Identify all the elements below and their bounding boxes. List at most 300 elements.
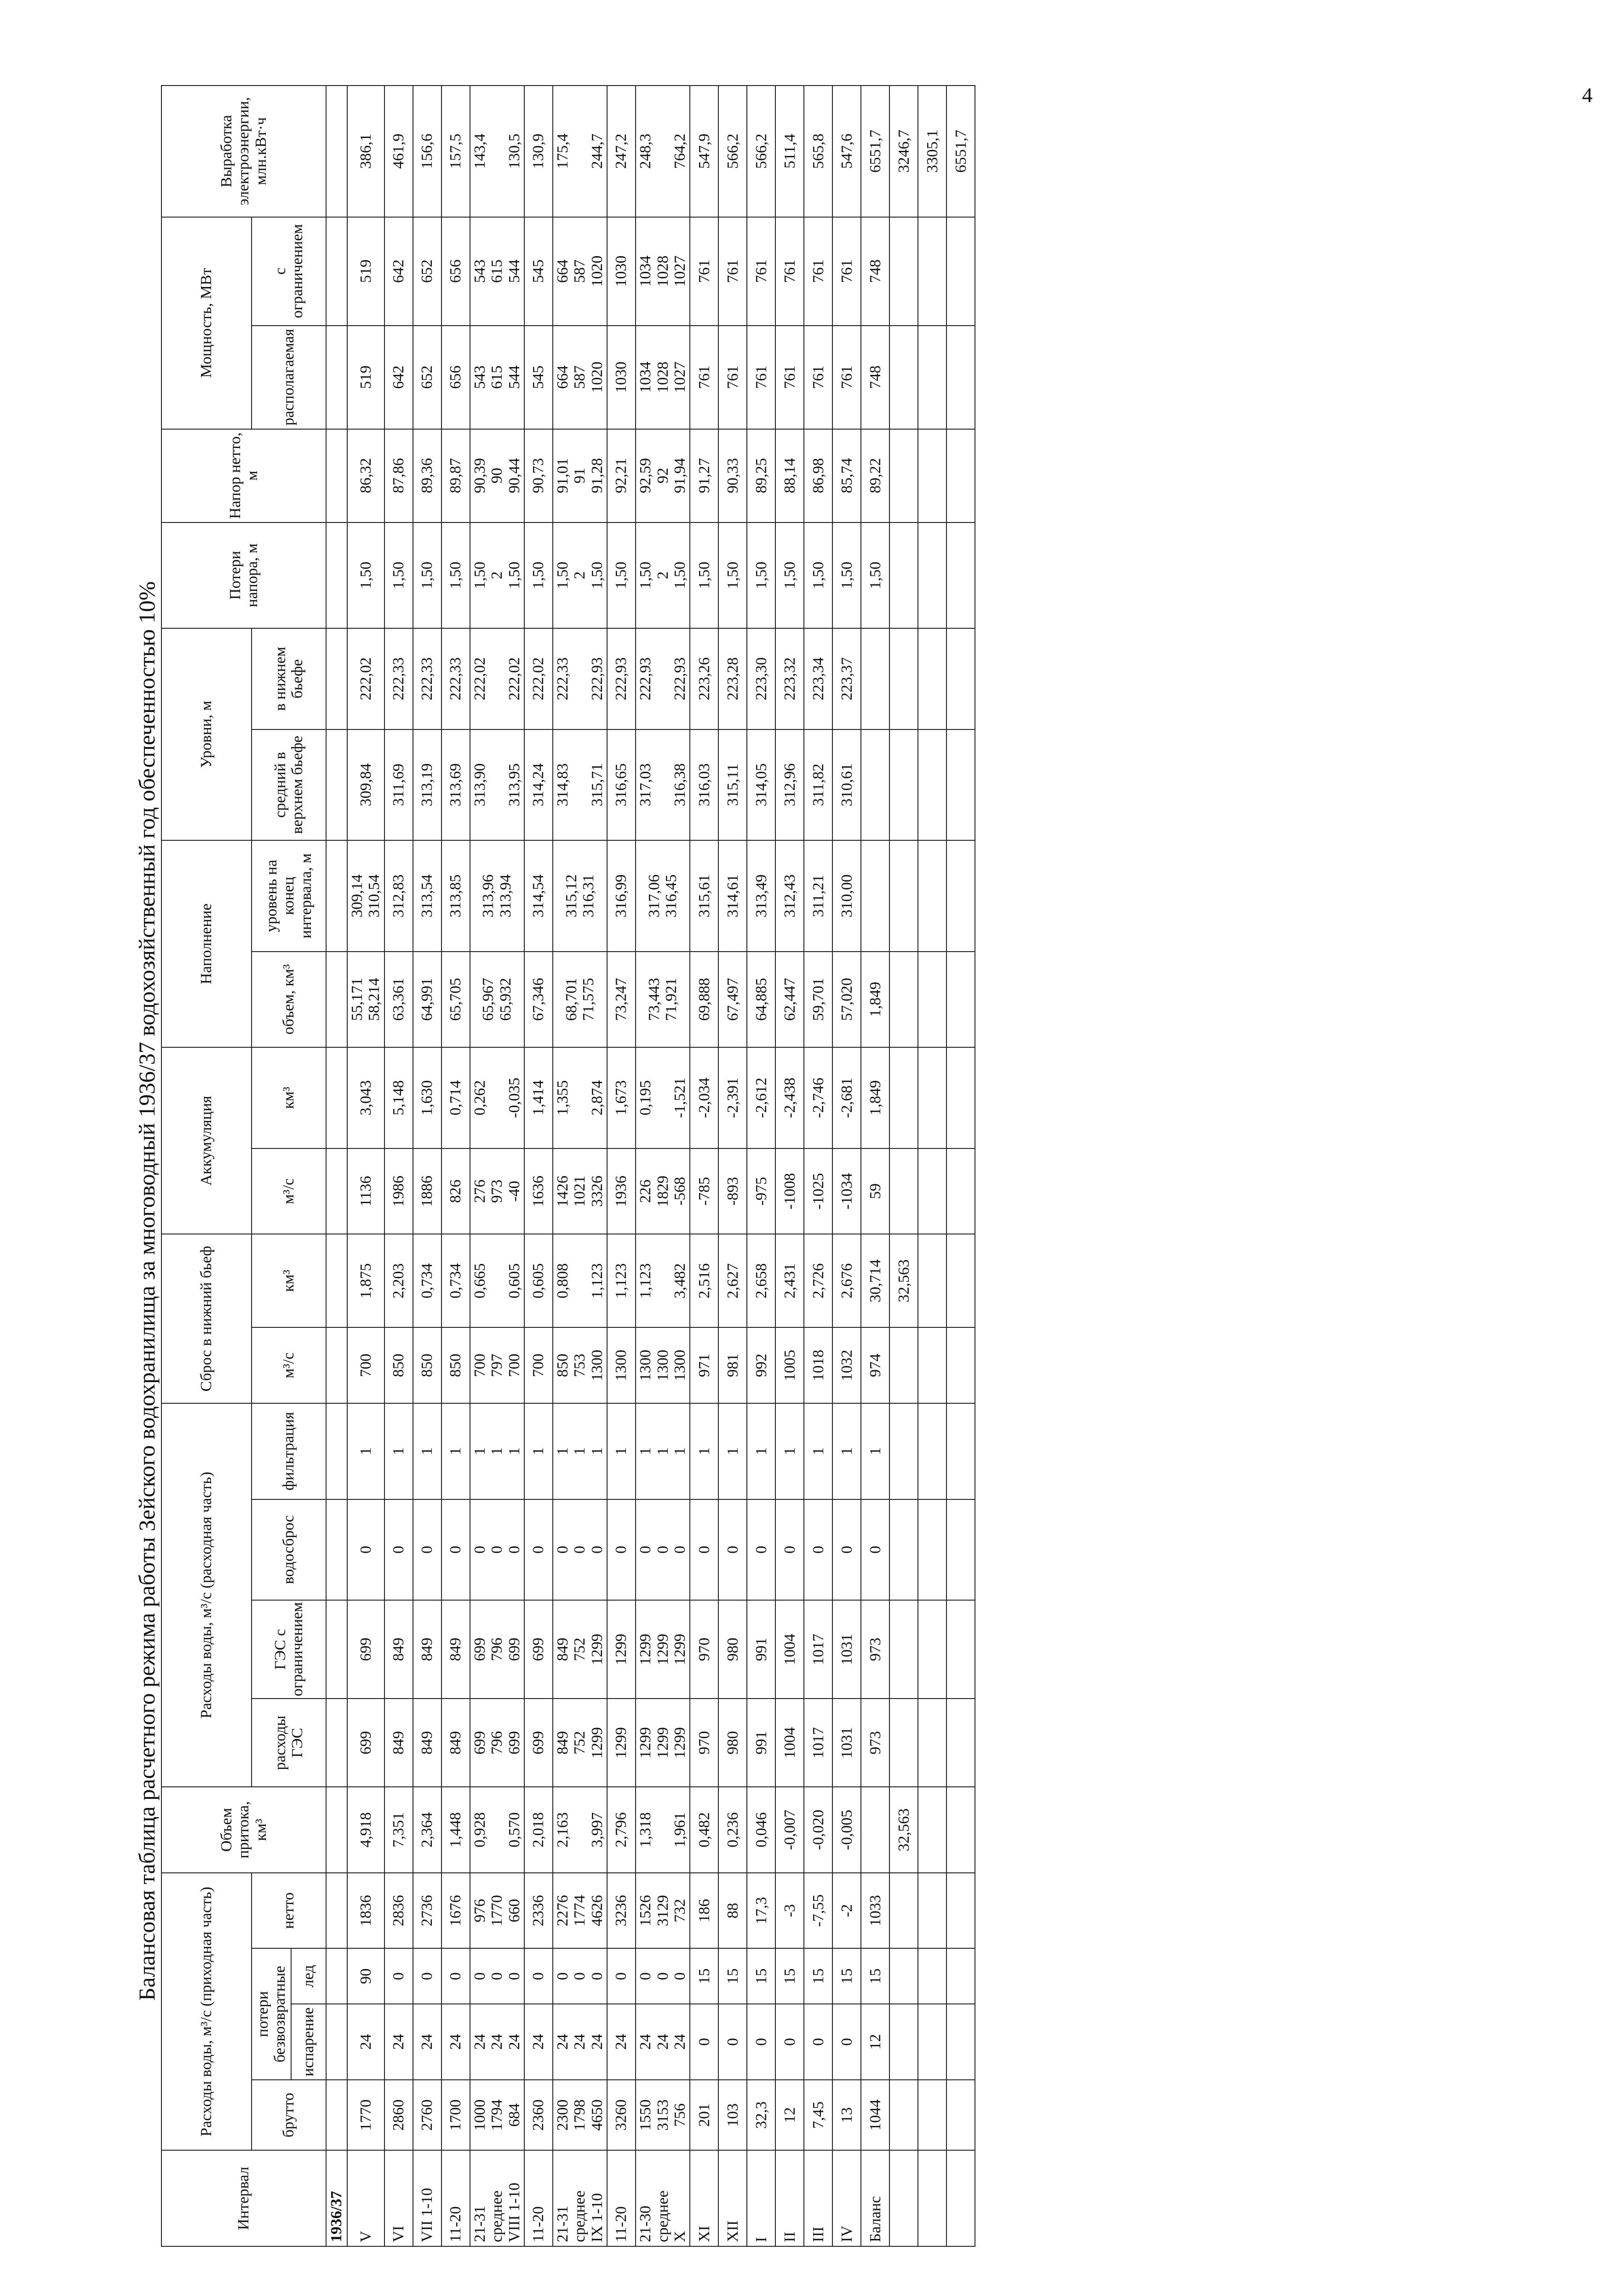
cell-spill: 0 0 0 (636, 1499, 690, 1601)
cell-brutto: 1770 (347, 2080, 384, 2151)
cell-q: 850 (413, 1327, 442, 1403)
cell-flev (889, 840, 918, 951)
cell-flev: 315,61 (690, 840, 718, 951)
cell-vol: -0,005 (832, 1787, 861, 1873)
cell-interval: 21-31 среднее IX 1-10 (553, 2150, 607, 2246)
header-head-loss: Потери напора, м (161, 522, 326, 629)
cell-en: 566,2 (747, 86, 775, 217)
header-fill-level: уровень на конец интервала, м (252, 840, 326, 951)
cell-low: 222,02 222,02 (470, 628, 524, 729)
cell-acc_km (918, 1047, 946, 1148)
cell-low (861, 628, 889, 729)
cell-fvol: 73,247 (607, 952, 636, 1048)
cell-flev: 309,14 310,54 (347, 840, 384, 951)
cell-ice: 0 (384, 1948, 413, 2004)
header-brutto: брутто (252, 2080, 326, 2151)
cell-acc_km: 0,195 -1,521 (636, 1047, 690, 1148)
table-row (861, 86, 889, 2246)
cell-netto: 3236 (607, 1873, 636, 1949)
table-row (470, 86, 524, 2246)
cell-qkm: 2,676 (832, 1234, 861, 1327)
cell-vol (861, 1787, 889, 1873)
cell-pa: 761 (775, 326, 804, 429)
header-discharge-group: Сброс в нижний бьеф (161, 1234, 252, 1403)
cell-acc_q: 1636 (524, 1148, 553, 1234)
cell-q (918, 1327, 946, 1403)
cell-acc_km: -2,391 (718, 1047, 747, 1148)
cell-interval: 11-20 (607, 2150, 636, 2246)
cell-up: 314,24 (524, 729, 553, 840)
cell-brutto: 32,3 (747, 2080, 775, 2151)
header-netto: нетто (252, 1873, 326, 1949)
cell-head: 85,74 (832, 429, 861, 522)
rotated-table-container (161, 85, 1614, 2247)
cell-low (889, 628, 918, 729)
header-spill: водосброс (252, 1499, 326, 1601)
cell-hl: 1,50 (747, 522, 775, 629)
cell-en: 386,1 (347, 86, 384, 217)
cell-netto (889, 1873, 918, 1949)
cell-evap: 12 (861, 2004, 889, 2080)
cell-brutto: 1550 3153 756 (636, 2080, 690, 2151)
cell-brutto: 1700 (442, 2080, 470, 2151)
cell-up: 317,03 316,38 (636, 729, 690, 840)
cell-vol (918, 1787, 946, 1873)
cell-head: 86,98 (804, 429, 832, 522)
cell-hppl: 699 (524, 1600, 553, 1699)
cell-fvol: 73,443 71,921 (636, 952, 690, 1048)
cell-acc_km: -2,746 (804, 1047, 832, 1148)
cell-vol: 2,364 (413, 1787, 442, 1873)
cell-acc_q (946, 1148, 975, 1234)
cell-hl: 1,50 (442, 522, 470, 629)
cell-pl: 656 (442, 217, 470, 326)
cell-interval (889, 2150, 918, 2246)
cell-ice: 0 (442, 1948, 470, 2004)
cell-hl: 1,50 2 1,50 (553, 522, 607, 629)
cell-vol: -0,007 (775, 1787, 804, 1873)
cell-head: 89,25 (747, 429, 775, 522)
cell-pa (889, 326, 918, 429)
cell-flev: 315,12 316,31 (553, 840, 607, 951)
cell-pl (946, 217, 975, 326)
cell-filt: 1 (347, 1403, 384, 1499)
cell-evap: 24 (384, 2004, 413, 2080)
cell-vol: -0,020 (804, 1787, 832, 1873)
cell-qkm: 2,627 (718, 1234, 747, 1327)
cell-low: 222,93 222,93 (636, 628, 690, 729)
cell-flev: 317,06 316,45 (636, 840, 690, 951)
cell-pa: 1030 (607, 326, 636, 429)
cell-brutto: 2860 (384, 2080, 413, 2151)
cell-qkm: 0,734 (442, 1234, 470, 1327)
cell-q: 1300 1300 1300 (636, 1327, 690, 1403)
cell-up (946, 729, 975, 840)
cell-hpp: 849 (384, 1699, 413, 1787)
cell-qkm (946, 1234, 975, 1327)
cell-pa: 642 (384, 326, 413, 429)
cell-hppl (889, 1600, 918, 1699)
cell-vol: 0,236 (718, 1787, 747, 1873)
cell-netto: 976 1770 660 (470, 1873, 524, 1949)
cell-interval: VII 1-10 (413, 2150, 442, 2246)
cell-hppl: 849 (384, 1600, 413, 1699)
cell-en: 248,3 764,2 (636, 86, 690, 217)
cell-q: 992 (747, 1327, 775, 1403)
cell-fvol: 1,849 (861, 952, 889, 1048)
document-title: Балансовая таблица расчетного режима работы Зейского водохранилища за многоводный 1936/37 водохозяйственный год обеспеченностью 10% (134, 581, 160, 2001)
cell-fvol: 65,967 65,932 (470, 952, 524, 1048)
header-discharge-km3: км³ (252, 1234, 326, 1327)
cell-pa: 545 (524, 326, 553, 429)
cell-fvol: 69,888 (690, 952, 718, 1048)
cell-evap: 0 (832, 2004, 861, 2080)
cell-pl: 761 (775, 217, 804, 326)
cell-up: 315,11 (718, 729, 747, 840)
cell-netto: 17,3 (747, 1873, 775, 1949)
cell-q: 850 753 1300 (553, 1327, 607, 1403)
cell-en: 566,2 (718, 86, 747, 217)
table-row (889, 86, 918, 2246)
cell-hl (918, 522, 946, 629)
cell-brutto: 12 (775, 2080, 804, 2151)
cell-pa: 664 587 1020 (553, 326, 607, 429)
cell-en: 143,4 130,5 (470, 86, 524, 217)
cell-brutto: 103 (718, 2080, 747, 2151)
cell-pl: 545 (524, 217, 553, 326)
table-row (553, 86, 607, 2246)
cell-spill: 0 (832, 1499, 861, 1601)
cell-hppl: 849 (413, 1600, 442, 1699)
cell-qkm: 1,875 (347, 1234, 384, 1327)
cell-hpp: 699 796 699 (470, 1699, 524, 1787)
cell-spill: 0 0 0 (470, 1499, 524, 1601)
cell-up: 314,83 315,71 (553, 729, 607, 840)
cell-brutto: 7,45 (804, 2080, 832, 2151)
cell-hl (889, 522, 918, 629)
cell-interval (946, 2150, 975, 2246)
cell-q: 850 (442, 1327, 470, 1403)
cell-netto: 186 (690, 1873, 718, 1949)
cell-brutto: 2760 (413, 2080, 442, 2151)
cell-pl: 761 (747, 217, 775, 326)
cell-pl: 652 (413, 217, 442, 326)
cell-filt: 1 (607, 1403, 636, 1499)
cell-flev: 312,83 (384, 840, 413, 951)
cell-hppl: 970 (690, 1600, 718, 1699)
cell-brutto: 1000 1794 684 (470, 2080, 524, 2151)
cell-evap: 0 (775, 2004, 804, 2080)
cell-ice: 0 (413, 1948, 442, 2004)
cell-hppl: 973 (861, 1600, 889, 1699)
header-discharge-m3s: м³/с (252, 1327, 326, 1403)
cell-fvol: 62,447 (775, 952, 804, 1048)
cell-netto: -7,55 (804, 1873, 832, 1949)
cell-ice: 15 (747, 1948, 775, 2004)
cell-low: 222,02 (347, 628, 384, 729)
cell-hpp: 1017 (804, 1699, 832, 1787)
cell-hpp (889, 1699, 918, 1787)
header-hpp-limited: ГЭС с ограничением (252, 1600, 326, 1699)
cell-hppl: 699 796 699 (470, 1600, 524, 1699)
cell-up: 314,05 (747, 729, 775, 840)
table-row (775, 86, 804, 2246)
cell-fvol: 64,885 (747, 952, 775, 1048)
cell-vol: 7,351 (384, 1787, 413, 1873)
cell-spill: 0 (861, 1499, 889, 1601)
cell-spill (889, 1499, 918, 1601)
cell-pl (889, 217, 918, 326)
cell-filt: 1 1 1 (553, 1403, 607, 1499)
cell-hl: 1,50 (718, 522, 747, 629)
cell-brutto: 2360 (524, 2080, 553, 2151)
cell-head: 90,39 90 90,44 (470, 429, 524, 522)
cell-pl: 761 (804, 217, 832, 326)
cell-en: 3305,1 (918, 86, 946, 217)
cell-pl: 642 (384, 217, 413, 326)
header-levels-group: Уровни, м (161, 628, 252, 840)
balance-table (161, 85, 975, 2247)
cell-pa: 761 (718, 326, 747, 429)
cell-interval: 11-20 (524, 2150, 553, 2246)
cell-evap: 24 24 24 (470, 2004, 524, 2080)
cell-fvol: 65,705 (442, 952, 470, 1048)
header-power-available: располагаемая (252, 326, 326, 429)
cell-brutto: 201 (690, 2080, 718, 2151)
cell-interval: XI (690, 2150, 718, 2246)
cell-hl (946, 522, 975, 629)
cell-spill: 0 (747, 1499, 775, 1601)
cell-evap: 24 (442, 2004, 470, 2080)
table-row (918, 86, 946, 2246)
cell-qkm: 2,658 (747, 1234, 775, 1327)
cell-hl: 1,50 (607, 522, 636, 629)
cell-evap: 24 24 24 (553, 2004, 607, 2080)
cell-ice (918, 1948, 946, 2004)
cell-netto (918, 1873, 946, 1949)
cell-hppl: 849 752 1299 (553, 1600, 607, 1699)
cell-acc_q: -1034 (832, 1148, 861, 1234)
header-ice: лед (291, 1948, 326, 2004)
cell-head (918, 429, 946, 522)
cell-qkm: 2,431 (775, 1234, 804, 1327)
cell-acc_km: 5,148 (384, 1047, 413, 1148)
cell-evap: 24 (347, 2004, 384, 2080)
cell-hppl: 1299 1299 1299 (636, 1600, 690, 1699)
cell-acc_q: 1936 (607, 1148, 636, 1234)
cell-acc_q: 59 (861, 1148, 889, 1234)
cell-filt: 1 (442, 1403, 470, 1499)
cell-brutto (918, 2080, 946, 2151)
cell-hpp: 1299 (607, 1699, 636, 1787)
cell-fvol: 68,701 71,575 (553, 952, 607, 1048)
table-row (832, 86, 861, 2246)
cell-filt: 1 1 1 (636, 1403, 690, 1499)
cell-ice: 90 (347, 1948, 384, 2004)
cell-head: 92,59 92 91,94 (636, 429, 690, 522)
cell-hpp: 973 (861, 1699, 889, 1787)
cell-fvol (918, 952, 946, 1048)
cell-pa: 761 (747, 326, 775, 429)
header-power-group: Мощность, МВт (161, 217, 252, 429)
cell-fvol (889, 952, 918, 1048)
cell-acc_km (889, 1047, 918, 1148)
cell-ice: 0 0 0 (553, 1948, 607, 2004)
cell-pa: 761 (804, 326, 832, 429)
cell-interval: I (747, 2150, 775, 2246)
cell-acc_q (889, 1148, 918, 1234)
cell-acc_km (946, 1047, 975, 1148)
cell-interval: 11-20 (442, 2150, 470, 2246)
cell-flev: 311,21 (804, 840, 832, 951)
cell-hl: 1,50 (413, 522, 442, 629)
cell-low (946, 628, 975, 729)
header-net-head: Напор нетто, м (161, 429, 326, 522)
header-acc-km3: км³ (252, 1047, 326, 1148)
cell-up: 316,03 (690, 729, 718, 840)
cell-head: 90,73 (524, 429, 553, 522)
table-row (804, 86, 832, 2246)
cell-en: 565,8 (804, 86, 832, 217)
header-filling-group: Наполнение (161, 840, 252, 1047)
cell-qkm: 2,203 (384, 1234, 413, 1327)
cell-hl: 1,50 (832, 522, 861, 629)
cell-ice: 15 (804, 1948, 832, 2004)
cell-netto: 1676 (442, 1873, 470, 1949)
cell-pl: 761 (690, 217, 718, 326)
cell-en: 6551,7 (946, 86, 975, 217)
cell-ice: 0 (524, 1948, 553, 2004)
cell-spill: 0 (442, 1499, 470, 1601)
cell-ice: 15 (832, 1948, 861, 2004)
cell-acc_km: 1,630 (413, 1047, 442, 1148)
cell-hpp: 1299 1299 1299 (636, 1699, 690, 1787)
cell-ice (946, 1948, 975, 2004)
header-energy: Выработка электроэнергии, млн.кВт·ч (161, 86, 326, 217)
cell-head: 88,14 (775, 429, 804, 522)
cell-evap (889, 2004, 918, 2080)
cell-ice: 15 (775, 1948, 804, 2004)
cell-brutto: 2300 1798 4650 (553, 2080, 607, 2151)
cell-en: 157,5 (442, 86, 470, 217)
cell-low: 223,30 (747, 628, 775, 729)
cell-pa: 761 (690, 326, 718, 429)
cell-q: 700 (347, 1327, 384, 1403)
cell-filt: 1 (775, 1403, 804, 1499)
cell-hl: 1,50 (861, 522, 889, 629)
cell-spill: 0 (607, 1499, 636, 1601)
cell-spill (946, 1499, 975, 1601)
cell-head (946, 429, 975, 522)
cell-pl: 748 (861, 217, 889, 326)
cell-pa: 748 (861, 326, 889, 429)
cell-q: 850 (384, 1327, 413, 1403)
cell-qkm (918, 1234, 946, 1327)
cell-netto: -2 (832, 1873, 861, 1949)
cell-hpp: 970 (690, 1699, 718, 1787)
cell-filt: 1 (832, 1403, 861, 1499)
header-fill-volume: объем, км³ (252, 952, 326, 1048)
cell-hpp: 1004 (775, 1699, 804, 1787)
cell-pl (918, 217, 946, 326)
cell-spill: 0 (775, 1499, 804, 1601)
cell-pl: 761 (832, 217, 861, 326)
header-upper-level: средний в верхнем бьефе (252, 729, 326, 840)
cell-netto: 2336 (524, 1873, 553, 1949)
year-row (326, 86, 347, 2246)
cell-acc_q: -785 (690, 1148, 718, 1234)
cell-acc_km: 1,849 (861, 1047, 889, 1148)
cell-vol: 0,046 (747, 1787, 775, 1873)
cell-hpp: 849 752 1299 (553, 1699, 607, 1787)
cell-head: 92,21 (607, 429, 636, 522)
cell-netto: -3 (775, 1873, 804, 1949)
header-evaporation: испарение (291, 2004, 326, 2080)
cell-hpp: 980 (718, 1699, 747, 1787)
cell-ice: 0 0 0 (636, 1948, 690, 2004)
cell-pa: 519 (347, 326, 384, 429)
cell-q: 971 (690, 1327, 718, 1403)
cell-spill: 0 (718, 1499, 747, 1601)
cell-vol: 0,482 (690, 1787, 718, 1873)
cell-qkm: 2,516 (690, 1234, 718, 1327)
header-outflow-group: Расходы воды, м³/с (расходная часть) (161, 1403, 252, 1787)
cell-flev: 316,99 (607, 840, 636, 951)
cell-evap: 24 (524, 2004, 553, 2080)
header-accumulation-group: Аккумуляция (161, 1047, 252, 1234)
cell-pl: 761 (718, 217, 747, 326)
cell-hl: 1,50 (775, 522, 804, 629)
cell-head (889, 429, 918, 522)
cell-evap: 0 (690, 2004, 718, 2080)
cell-interval: XII (718, 2150, 747, 2246)
cell-vol: 1,318 1,961 (636, 1787, 690, 1873)
cell-interval: 21-30 среднее X (636, 2150, 690, 2246)
cell-low: 222,33 (413, 628, 442, 729)
cell-flev: 313,54 (413, 840, 442, 951)
table-row (747, 86, 775, 2246)
cell-q (889, 1327, 918, 1403)
cell-interval: IV (832, 2150, 861, 2246)
cell-pl: 519 (347, 217, 384, 326)
cell-ice: 15 (861, 1948, 889, 2004)
cell-low: 223,26 (690, 628, 718, 729)
cell-en: 547,9 (690, 86, 718, 217)
header-filtration: фильтрация (252, 1403, 326, 1499)
cell-head: 86,32 (347, 429, 384, 522)
cell-acc_q (918, 1148, 946, 1234)
cell-flev (918, 840, 946, 951)
cell-hpp: 699 (347, 1699, 384, 1787)
cell-flev: 314,61 (718, 840, 747, 951)
cell-evap (946, 2004, 975, 2080)
cell-low: 223,28 (718, 628, 747, 729)
cell-up (861, 729, 889, 840)
cell-qkm: 0,734 (413, 1234, 442, 1327)
cell-q: 1032 (832, 1327, 861, 1403)
cell-netto: 1033 (861, 1873, 889, 1949)
cell-hl: 1,50 (804, 522, 832, 629)
cell-low: 223,32 (775, 628, 804, 729)
cell-q: 981 (718, 1327, 747, 1403)
cell-hppl (946, 1600, 975, 1699)
cell-spill: 0 (690, 1499, 718, 1601)
cell-head: 90,33 (718, 429, 747, 522)
cell-vol (946, 1787, 975, 1873)
cell-hl: 1,50 (347, 522, 384, 629)
cell-ice: 15 (718, 1948, 747, 2004)
cell-acc_q: 1986 (384, 1148, 413, 1234)
